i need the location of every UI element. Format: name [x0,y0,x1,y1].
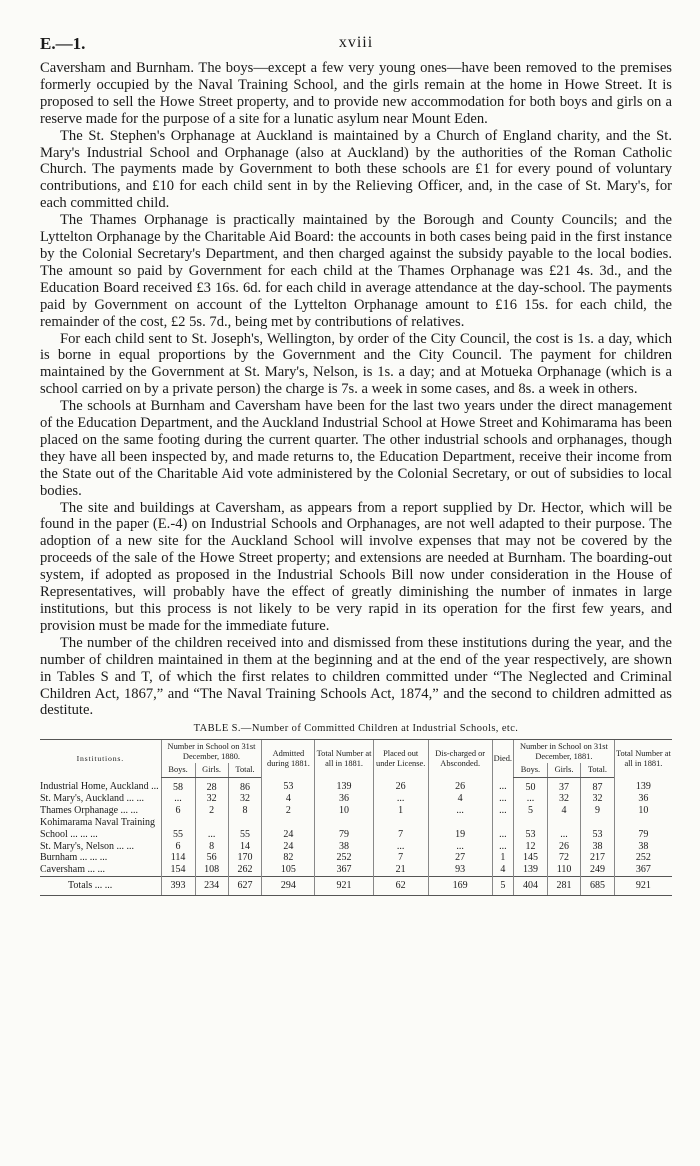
col-died: Died. [492,740,513,777]
table-row [40,817,672,829]
cell-dis: 4 [428,793,492,805]
col-end: Number in School on 31st December, 1881. [514,740,615,763]
cell-died: ... [492,793,513,805]
cell-died: 1 [492,852,513,864]
cell-dis: ... [428,805,492,817]
cell-g1: 26 [547,841,580,853]
col-admitted: Admitted during 1881. [262,740,315,777]
cell-t1: 53 [581,829,615,841]
cell-t1: 32 [581,793,615,805]
cell-g0: 32 [195,793,228,805]
cell-died: ... [492,777,513,793]
cell-t0: 14 [228,841,262,853]
cell-died [492,817,513,829]
cell-adm: 53 [262,777,315,793]
paragraph: The schools at Burnham and Caversham have been for the last two years under the direct management of the Education Department, and the Auckland Industrial School at Howe Street and Kohimarama has been placed on the same footing during the current quarter. The other industrial schools and orphanages, though they have all been inspected by, and made returns to, the Education Department, receive their income from the State out of the Charitable Aid vote administered by the Colonial Secretary, or out of subsidies to local bodies. [40,398,672,499]
cell-g1: 281 [547,876,580,895]
cell-died: 5 [492,876,513,895]
cell-b1: 53 [514,829,548,841]
cell-b0: 393 [161,876,195,895]
cell-adm: 24 [262,841,315,853]
col-boys-end: Boys. [514,763,548,777]
table-title: TABLE S.—Number of Committed Children at Industrial Schools, etc. [193,723,519,735]
cell-g0: 28 [195,777,228,793]
institution-name: St. Mary's, Auckland ... ... [40,793,145,805]
cell-t0: 86 [228,777,262,793]
cell-adm [262,817,315,829]
cell-fin: 10 [614,805,672,817]
table-row [40,829,672,841]
cell-dis: ... [428,841,492,853]
cell-fin: 921 [614,876,672,895]
cell-t0 [228,817,262,829]
cell-tot: 38 [315,841,373,853]
cell-fin: 79 [614,829,672,841]
cell-fin: 252 [614,852,672,864]
cell-adm: 294 [262,876,315,895]
cell-b1: 404 [514,876,548,895]
table-row [40,841,672,853]
cell-died: ... [492,841,513,853]
cell-fin: 36 [614,793,672,805]
cell-tot: 252 [315,852,373,864]
body-text [40,60,672,719]
cell-t1: 38 [581,841,615,853]
institution-name: Kohimarama Naval Training [40,816,155,828]
document-reference: E.—1. [40,34,86,53]
col-total-start: Total. [228,763,262,777]
cell-g1: 4 [547,805,580,817]
cell-t1 [581,817,615,829]
cell-g1: 72 [547,852,580,864]
cell-tot: 36 [315,793,373,805]
cell-b1: 5 [514,805,548,817]
cell-b1: ... [514,793,548,805]
cell-dis: 19 [428,829,492,841]
cell-died: 4 [492,864,513,876]
cell-adm: 4 [262,793,315,805]
cell-b0: 58 [161,777,195,793]
table-row [40,805,672,817]
cell-g1: 32 [547,793,580,805]
paragraph: The site and buildings at Caversham, as appears from a report supplied by Dr. Hector, which will be found in the paper (E.-4) on Industrial Schools and Orphanages, are not well adapted to their purpose. The adoption of a new site for the Auckland School will involve expenses that may not be covered by the proceeds of the sale of the Howe Street property; and extensions are needed at Burnham. The boarding-out system, if adopted as proposed in the Industrial Schools Bill now under consideration in the House of Representatives, will probably have the effect of greatly diminishing the number of inmates in large institutions, but this process is not likely to be very rapid in its operation for the first few years, and provision must be made for the immediate future. [40,499,672,634]
col-total-number: Total Number at all in 1881. [315,740,373,777]
cell-b0: 55 [161,829,195,841]
cell-fin: 38 [614,841,672,853]
cell-b0: ... [161,793,195,805]
cell-plc: 26 [373,777,428,793]
cell-b0 [161,817,195,829]
cell-plc: 21 [373,864,428,876]
cell-dis: 27 [428,852,492,864]
cell-g1 [547,817,580,829]
institution-name: Totals ... ... [40,876,161,895]
cell-g0: 2 [195,805,228,817]
cell-plc: ... [373,841,428,853]
col-start: Number in School on 31st December, 1880. [161,740,262,763]
table-row [40,793,672,805]
cell-b1: 12 [514,841,548,853]
paragraph: For each child sent to St. Joseph's, Wellington, by order of the City Council, the cost is 1s. a day, which is borne in equal proportions by the Government and the City Council. The payment for children maintained by the Government at St. Mary's, Nelson, is 1s. a day; and at Motueka Orphanage (which is a school carried on by a private person) the charge is 7s. a week in some cases, and 8s. a week in others. [40,330,672,398]
cell-dis: 93 [428,864,492,876]
cell-t1: 9 [581,805,615,817]
cell-t0: 55 [228,829,262,841]
cell-g0: 108 [195,864,228,876]
cell-tot: 367 [315,864,373,876]
cell-tot [315,817,373,829]
cell-dis: 169 [428,876,492,895]
cell-g0 [195,817,228,829]
paragraph: The St. Stephen's Orphanage at Auckland is maintained by a Church of England charity, and the St. Mary's Industrial School and Orphanage (also at Auckland) by the authorities of the Roman Catholic Church. The payments made by Government to both these schools are £1 for every pound of voluntary contributions, and £10 for each child sent in by the Relieving Officer, and, in the case of St. Mary's, for each committed child. [40,127,672,212]
cell-g0: 234 [195,876,228,895]
cell-t1: 87 [581,777,615,793]
col-total-final: Total Number at all in 1881. [614,740,672,777]
col-boys-start: Boys. [161,763,195,777]
cell-dis [428,817,492,829]
cell-adm: 2 [262,805,315,817]
cell-t0: 32 [228,793,262,805]
cell-b0: 114 [161,852,195,864]
cell-b1: 139 [514,864,548,876]
cell-b0: 6 [161,841,195,853]
institution-name: Industrial Home, Auckland ... [40,781,159,793]
cell-adm: 105 [262,864,315,876]
cell-plc: 7 [373,829,428,841]
cell-died: ... [492,829,513,841]
institution-name: St. Mary's, Nelson ... ... [40,840,135,852]
col-placed: Placed out under License. [373,740,428,777]
cell-b0: 6 [161,805,195,817]
cell-plc: ... [373,793,428,805]
cell-g0: 56 [195,852,228,864]
cell-tot: 79 [315,829,373,841]
cell-t0: 170 [228,852,262,864]
page-number: xviii [338,34,374,51]
paragraph: The number of the children received into and dismissed from these institutions during the year, and the number of children maintained in them at the beginning and at the end of the year respectively, are shown in Tables S and T, of which the first relates to children committed under “The Neglected and Criminal Children Act, 1867,” and “The Naval Training Schools Act, 1874,” and the second to children admitted as destitute. [40,634,672,719]
cell-t0: 8 [228,805,262,817]
cell-plc: 7 [373,852,428,864]
col-institutions: Institutions. [40,740,161,777]
cell-plc: 1 [373,805,428,817]
page-header [40,30,672,60]
cell-tot: 10 [315,805,373,817]
table-row [40,864,672,876]
institution-name: Thames Orphanage ... ... [40,805,139,817]
cell-g0: ... [195,829,228,841]
cell-t1: 685 [581,876,615,895]
cell-b1: 50 [514,777,548,793]
cell-b0: 154 [161,864,195,876]
cell-adm: 24 [262,829,315,841]
col-total-end: Total. [581,763,615,777]
institution-name: Burnham ... ... ... [40,852,108,864]
paragraph: The Thames Orphanage is practically maintained by the Borough and County Councils; and the Lyttelton Orphanage by the Charitable Aid Board: the accounts in both cases being paid in the first instance by the Colonial Secretary's Department, and then charged against the subsidy payable to the local bodies. The amount so paid by Government for each child at the Thames Orphanage was £21 4s. 3d., and the Education Board received £3 16s. 6d. for each child in average attendance at the day-school. The payments paid by Government on account of the Lyttelton Orphanage amount to £16 15s. for each child, the remainder of the cost, £2 5s. 7d., being met by contributions of relatives. [40,212,672,330]
cell-tot: 139 [315,777,373,793]
institution-name: Caversham ... ... [40,864,105,876]
cell-g1: ... [547,829,580,841]
cell-tot: 921 [315,876,373,895]
cell-plc [373,817,428,829]
cell-t0: 627 [228,876,262,895]
table-body [40,777,672,895]
cell-adm: 82 [262,852,315,864]
cell-plc: 62 [373,876,428,895]
institution-name: School ... ... ... [40,828,98,840]
committed-children-table [40,739,672,895]
cell-fin: 139 [614,777,672,793]
cell-t1: 249 [581,864,615,876]
cell-fin: 367 [614,864,672,876]
cell-b1 [514,817,548,829]
cell-g1: 110 [547,864,580,876]
cell-g0: 8 [195,841,228,853]
col-girls-start: Girls. [195,763,228,777]
cell-died: ... [492,805,513,817]
document-page [40,30,672,896]
cell-t0: 262 [228,864,262,876]
cell-t1: 217 [581,852,615,864]
paragraph: Caversham and Burnham. The boys—except a few very young ones—have been removed to the premises formerly occupied by the Naval Training School, and the girls remain at the home in Howe Street. It is proposed to sell the Howe Street property, and to provide new accommodation for both boys and girls on a reserve made for the purpose of a site for a lunatic asylum near Mount Eden. [40,60,672,127]
cell-b1: 145 [514,852,548,864]
col-girls-end: Girls. [547,763,580,777]
cell-dis: 26 [428,777,492,793]
table-row [40,777,672,793]
col-discharged: Dis-charged or Absconded. [428,740,492,777]
table-row [40,852,672,864]
cell-fin [614,817,672,829]
totals-row [40,876,672,895]
cell-g1: 37 [547,777,580,793]
